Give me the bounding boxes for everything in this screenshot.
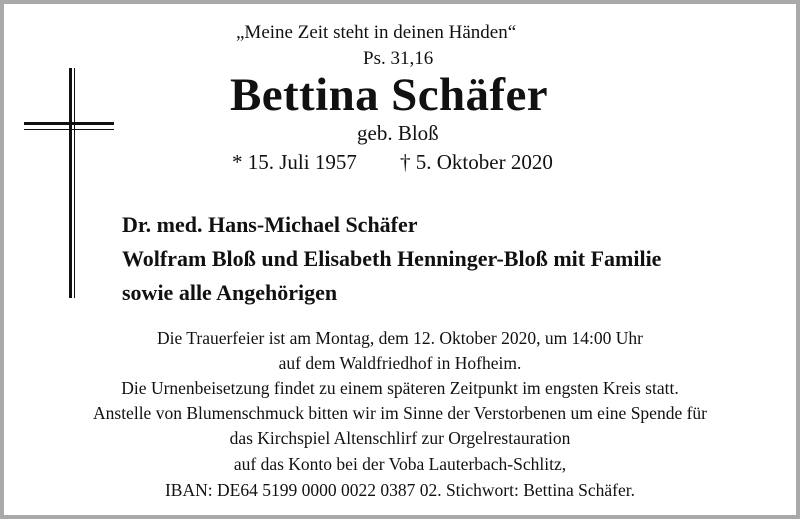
- detail-line: Anstelle von Blumenschmuck bitten wir im Sinne der Verstorbenen um eine Spende für: [93, 403, 707, 423]
- detail-line: IBAN: DE64 5199 0000 0022 0387 02. Stichwort: Bettina Schäfer.: [164, 480, 636, 500]
- detail-line: Die Urnenbeisetzung findet zu einem späteren Zeitpunkt im engsten Kreis statt.: [121, 378, 679, 398]
- cross-post-thin: [74, 68, 75, 298]
- bible-reference: Ps. 31,16: [363, 48, 434, 69]
- birth-date: * 15. Juli 1957: [232, 150, 357, 174]
- detail-line: auf das Konto bei der Voba Lauterbach-Schlitz,: [233, 454, 567, 474]
- bible-quote: „Meine Zeit steht in deinen Händen“: [236, 22, 517, 43]
- mourner-line: Dr. med. Hans-Michael Schäfer: [122, 212, 418, 237]
- detail-line: Die Trauerfeier ist am Montag, dem 12. Oktober 2020, um 14:00 Uhr: [156, 328, 644, 348]
- cross-bar: [24, 122, 114, 125]
- cross-icon: [24, 68, 114, 298]
- death-date: † 5. Oktober 2020: [400, 150, 553, 174]
- mourner-line: sowie alle Angehörigen: [122, 280, 338, 305]
- detail-line: auf dem Waldfriedhof in Hofheim.: [278, 353, 522, 373]
- mourner-line: Wolfram Bloß und Elisabeth Henninger-Bloß mit Familie: [122, 246, 662, 271]
- maiden-name: geb. Bloß: [357, 121, 439, 145]
- cross-post: [69, 68, 72, 298]
- detail-line: das Kirchspiel Altenschlirf zur Orgelrestauration: [229, 428, 571, 448]
- cross-bar-thin: [24, 129, 114, 130]
- deceased-name: Bettina Schäfer: [230, 69, 548, 121]
